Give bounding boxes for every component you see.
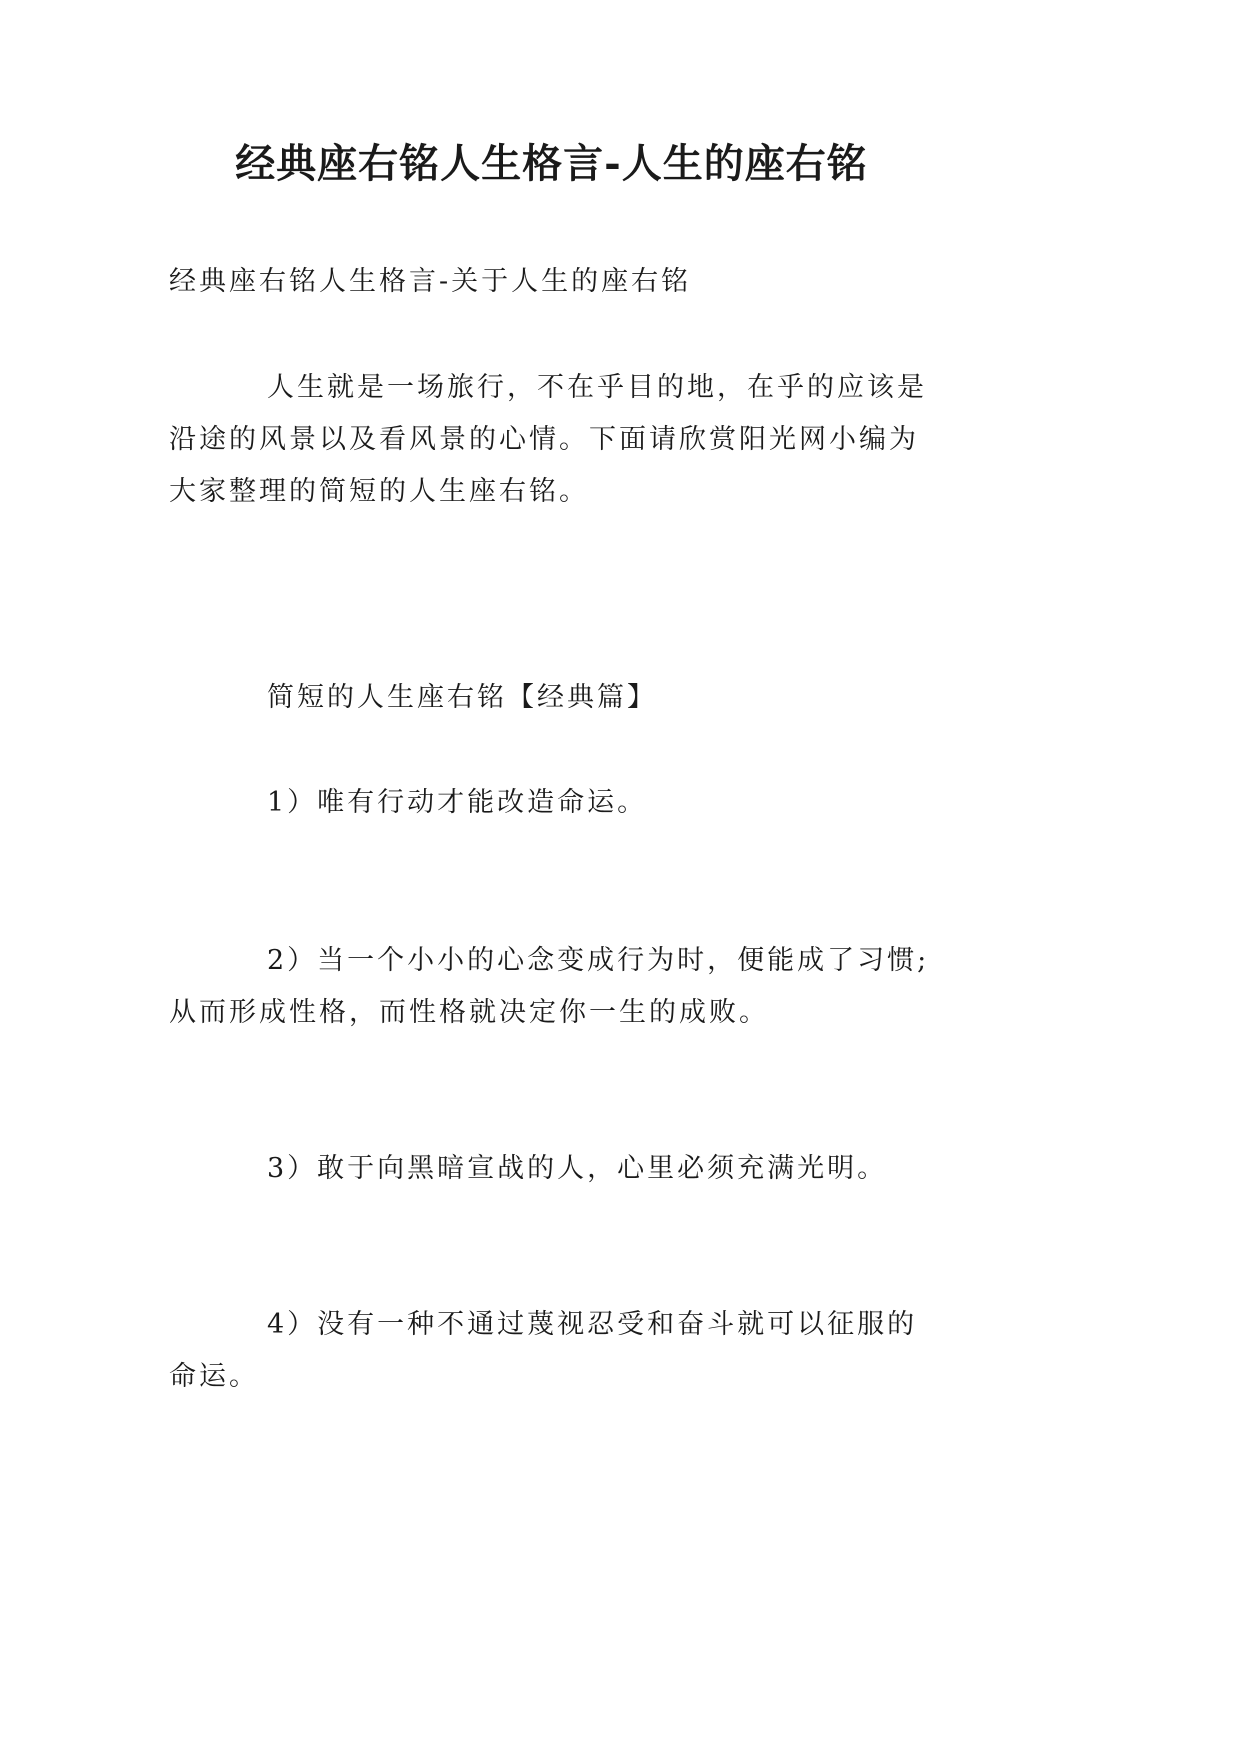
- document-title: 经典座右铭人生格言-人生的座右铭: [235, 140, 868, 187]
- motto-item-2: 2）当一个小小的心念变成行为时，便能成了习惯;从而形成性格，而性格就决定你一生的成败。: [169, 945, 930, 1028]
- motto-item-1: 1）唯有行动才能改造命运。: [267, 787, 648, 818]
- intro-paragraph: 人生就是一场旅行，不在乎目的地，在乎的应该是沿途的风景以及看风景的心情。下面请欣赏阳光网小编为大家整理的简短的人生座右铭。: [169, 372, 927, 507]
- section-heading: 简短的人生座右铭【经典篇】: [267, 682, 657, 713]
- document-subtitle: 经典座右铭人生格言-关于人生的座右铭: [169, 266, 692, 297]
- motto-item-3: 3）敢于向黑暗宣战的人，心里必须充满光明。: [267, 1153, 888, 1184]
- motto-item-4: 4）没有一种不通过蔑视忍受和奋斗就可以征服的命运。: [169, 1309, 918, 1392]
